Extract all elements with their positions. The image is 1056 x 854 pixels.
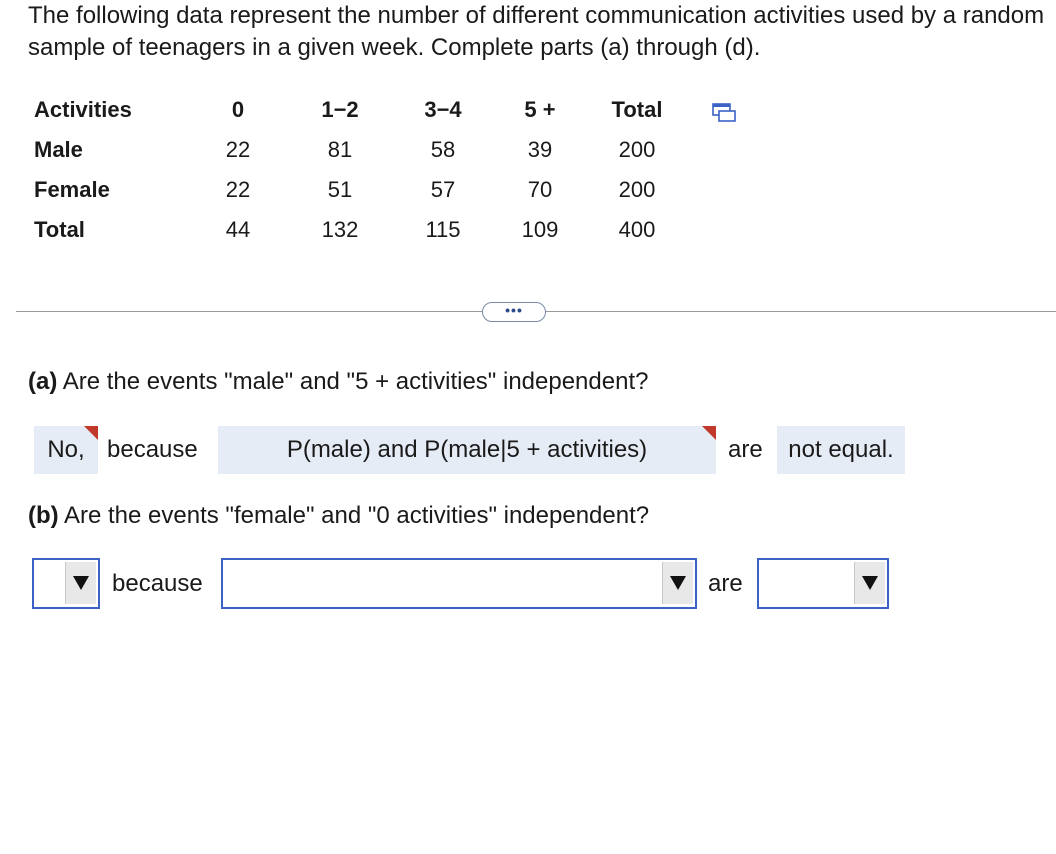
table-header: Activities [34, 97, 132, 122]
data-table [26, 90, 686, 250]
table-cell: Total [34, 217, 85, 242]
table-header: 5 + [524, 97, 556, 122]
table-cell: 400 [618, 217, 656, 242]
part-a-because: because [107, 436, 198, 463]
dropdown-arrow-icon [854, 562, 885, 604]
part-b-question-text: Are the events "female" and "0 activities" independent? [64, 502, 650, 529]
part-a-answer-dropdown[interactable] [34, 426, 98, 474]
table-cell: Male [34, 137, 83, 162]
table-cell: Female [34, 177, 110, 202]
table-cell: 22 [225, 177, 251, 202]
dropdown-arrow-icon [662, 562, 693, 604]
table-row [26, 170, 686, 210]
table-cell: 200 [618, 137, 656, 162]
table-cell: 81 [327, 137, 353, 162]
dropdown-arrow-icon [65, 562, 96, 604]
table-cell: 132 [321, 217, 359, 242]
part-a-reason-value: P(male) and P(male|5 + activities) [286, 436, 648, 463]
table-row [26, 210, 686, 250]
table-header-row [26, 90, 686, 130]
incorrect-marker-icon [84, 426, 98, 440]
table-cell: 51 [327, 177, 353, 202]
part-a-answer-value: No, [47, 436, 85, 463]
part-b-answer-dropdown[interactable] [32, 558, 100, 609]
table-row [26, 130, 686, 170]
part-a-reason-dropdown[interactable] [218, 426, 716, 474]
part-a-comparison-dropdown[interactable] [777, 426, 905, 474]
part-a-label: (a) [28, 368, 58, 395]
table-cell: 58 [430, 137, 456, 162]
part-b-because: because [112, 570, 203, 597]
part-b-reason-dropdown[interactable] [221, 558, 697, 609]
table-cell: 44 [225, 217, 251, 242]
part-a-are: are [728, 436, 763, 463]
table-cell: 57 [430, 177, 456, 202]
incorrect-marker-icon [702, 426, 716, 440]
part-a-question-text: Are the events "male" and "5 + activities" independent? [62, 368, 649, 395]
part-a-question [28, 368, 648, 396]
table-cell: 115 [425, 217, 461, 242]
table-cell: 200 [618, 177, 656, 202]
problem-intro: The following data represent the number of different communication activities used by a random sample of teenagers in a given week. Complete parts (a) through (d). [28, 2, 1045, 61]
copy-table-icon[interactable] [712, 102, 736, 122]
table-header: 0 [231, 97, 245, 122]
part-a-comparison-value: not equal. [788, 436, 894, 463]
part-b-label: (b) [28, 502, 59, 529]
table-cell: 109 [521, 217, 559, 242]
part-b-comparison-dropdown[interactable] [757, 558, 889, 609]
table-header: 1−2 [321, 97, 359, 122]
table-header: Total [611, 97, 663, 122]
expand-more-button[interactable]: ••• [482, 302, 546, 322]
table-cell: 70 [527, 177, 553, 202]
part-b-are: are [708, 570, 743, 597]
table-cell: 22 [225, 137, 251, 162]
table-cell: 39 [527, 137, 553, 162]
part-b-question [28, 502, 649, 530]
table-header: 3−4 [424, 97, 462, 122]
